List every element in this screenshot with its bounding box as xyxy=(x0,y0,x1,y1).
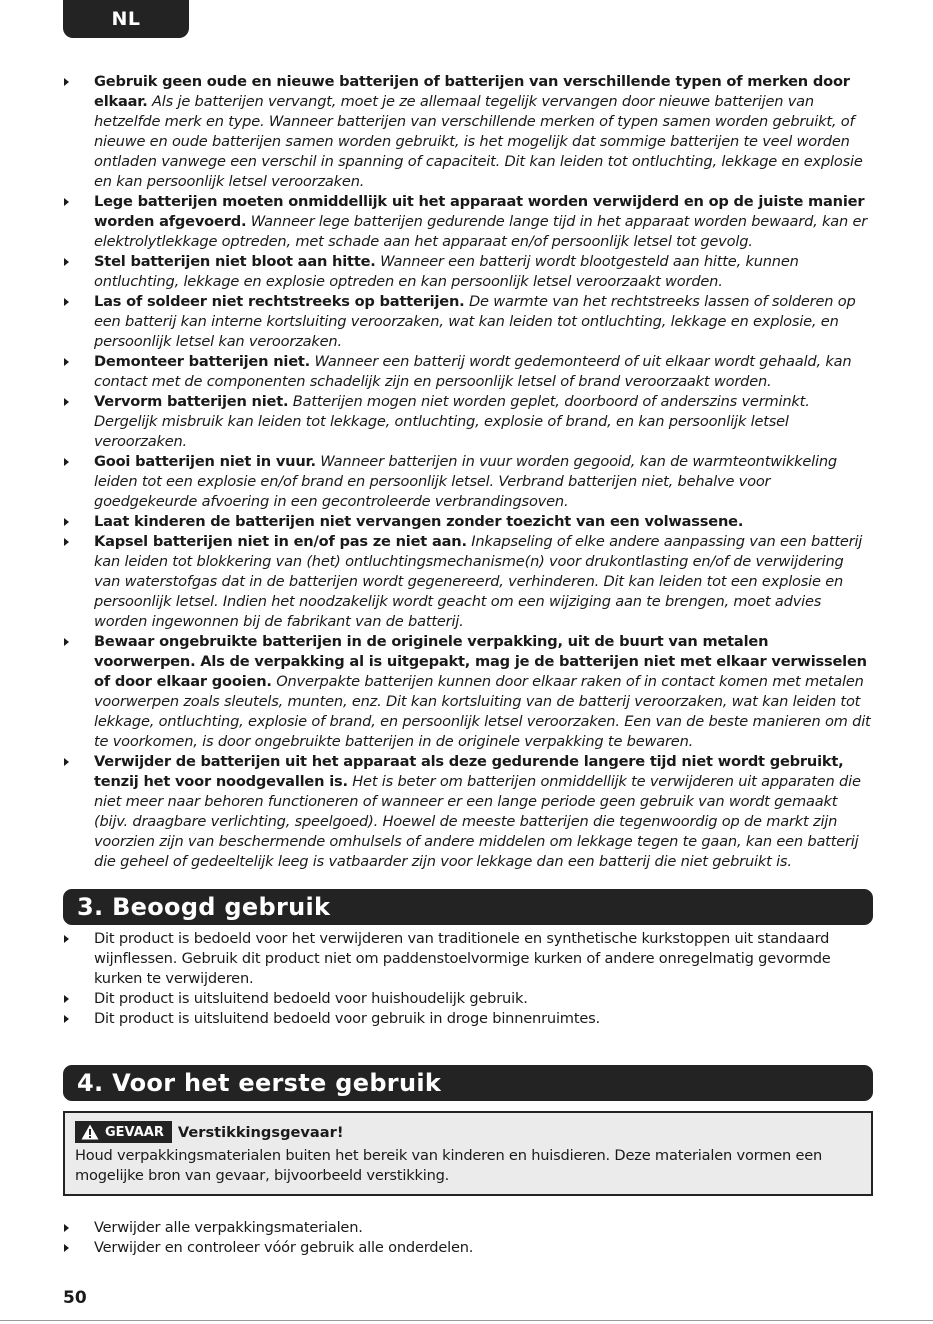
safety-item-heading: Laat kinderen de batterijen niet vervangen zonder toezicht van een volwassene. xyxy=(94,513,744,530)
safety-item xyxy=(63,532,873,632)
safety-item-heading: Demonteer batterijen niet. xyxy=(94,353,311,370)
bullet-icon xyxy=(64,758,69,766)
safety-item-heading: Stel batterijen niet bloot aan hitte. xyxy=(94,253,376,270)
intended-use-item-text: Dit product is bedoeld voor het verwijderen van traditionele en synthetische kurkstoppen uit standaard wijnflessen. Gebruik dit product niet om paddenstoelvormige kurken of andere onregelmatig gevormde kurken te verwijderen. xyxy=(94,930,831,987)
bullet-icon xyxy=(64,518,69,526)
intended-use-item-text: Dit product is uitsluitend bedoeld voor gebruik in droge binnenruimtes. xyxy=(94,1010,600,1027)
bullet-icon xyxy=(64,198,69,206)
safety-item-detail: De warmte van het rechtstreeks lassen of solderen op een batterij kan interne kortsluiting veroorzaken, wat kan leiden tot ontluchting, lekkage en explosie, en persoonlijk letsel kan veroorzaken. xyxy=(94,293,856,350)
bullet-icon xyxy=(64,1244,69,1252)
first-use-item-text: Verwijder alle verpakkingsmaterialen. xyxy=(94,1219,363,1236)
safety-item-heading: Kapsel batterijen niet in en/of pas ze niet aan. xyxy=(94,533,467,550)
intended-use-list xyxy=(63,929,873,1029)
danger-label: Verstikkingsgevaar! xyxy=(177,1123,344,1141)
before-first-use-list xyxy=(63,1218,873,1258)
intended-use-item xyxy=(63,929,873,989)
safety-item-detail: Batterijen mogen niet worden geplet, doorboord of anderszins verminkt. Dergelijk misbruik kan leiden tot lekkage, ontluchting, explosie of brand, en kan persoonlijk letsel veroorzaken. xyxy=(94,393,810,450)
safety-item-heading: Gebruik geen oude en nieuwe batterijen of batterijen van verschillende typen of merken door elkaar. xyxy=(94,73,850,110)
bullet-icon xyxy=(64,78,69,86)
first-use-item xyxy=(63,1218,873,1238)
bullet-icon xyxy=(64,258,69,266)
intended-use-item xyxy=(63,1009,873,1029)
bullet-icon xyxy=(64,358,69,366)
safety-item-detail: Wanneer een batterij wordt blootgesteld aan hitte, kunnen ontluchting, lekkage en explosie optreden en kan persoonlijk letsel veroorzaakt worden. xyxy=(94,253,799,290)
intended-use-item-text: Dit product is uitsluitend bedoeld voor huishoudelijk gebruik. xyxy=(94,990,528,1007)
first-use-item xyxy=(63,1238,873,1258)
bullet-icon xyxy=(64,398,69,406)
safety-item-heading: Vervorm batterijen niet. xyxy=(94,393,289,410)
safety-item xyxy=(63,632,873,752)
safety-item-detail: Inkapseling of elke andere aanpassing van een batterij kan leiden tot blokkering van (het) ontluchtingsmechanisme(n) voor drukontlasting en/of de verwijdering van waterstofgas dat in de batterijen wordt gegenereerd, verhinderen. Dit kan leiden tot een explosie en persoonlijk letsel. Indien het noodzakelijk wordt geacht om een wijziging aan te brengen, moet advies worden ingewonnen bij de fabrikant van de batterij. xyxy=(94,533,863,630)
safety-item-detail: Als je batterijen vervangt, moet je ze allemaal tegelijk vervangen door nieuwe batterijen van hetzelfde merk en type. Wanneer batterijen van verschillende merken of typen samen worden gebruikt, of nieuwe en oude batterijen samen worden gebruikt, is het mogelijk dat sommige batterijen te veel worden ontladen vanwege een verschil in spanning of capaciteit. Dit kan leiden tot ontluchting, lekkage en explosie en kan persoonlijk letsel veroorzaken. xyxy=(94,93,863,190)
page-number: 50 xyxy=(63,1288,87,1308)
warning-triangle-icon xyxy=(81,1124,99,1140)
safety-item xyxy=(63,392,873,452)
safety-item-detail: Wanneer batterijen in vuur worden gegooid, kan de warmteontwikkeling leiden tot een explosie en/of brand en persoonlijk letsel. Verbrand batterijen niet, behalve voor goedgekeurde afvoering in een gecontroleerde verbrandingsoven. xyxy=(94,453,837,510)
safety-item xyxy=(63,292,873,352)
safety-item-heading: Gooi batterijen niet in vuur. xyxy=(94,453,316,470)
safety-item xyxy=(63,352,873,392)
safety-item-heading: Verwijder de batterijen uit het apparaat als deze gedurende langere tijd niet wordt gebruikt, tenzij het voor noodgevallen is. xyxy=(94,753,844,790)
safety-item xyxy=(63,452,873,512)
bottom-rule xyxy=(0,1320,933,1321)
first-use-item-text: Verwijder en controleer vóór gebruik alle onderdelen. xyxy=(94,1239,474,1256)
safety-item xyxy=(63,72,873,192)
safety-item xyxy=(63,192,873,252)
bullet-icon xyxy=(64,935,69,943)
intended-use-item xyxy=(63,989,873,1009)
section-heading-before-first-use: 4. Voor het eerste gebruik xyxy=(63,1065,873,1101)
safety-item xyxy=(63,512,873,532)
bullet-icon xyxy=(64,995,69,1003)
safety-item-heading: Lege batterijen moeten onmiddellijk uit het apparaat worden verwijderd en op de juiste manier worden afgevoerd. xyxy=(94,193,865,230)
bullet-icon xyxy=(64,538,69,546)
danger-title-row xyxy=(75,1121,861,1143)
language-tab: NL xyxy=(63,0,189,38)
safety-item-detail: Het is beter om batterijen onmiddellijk te verwijderen uit apparaten die niet meer naar behoren functioneren of wanneer er een lange periode geen gebruik van wordt gemaakt (bijv. draagbare verlichting, speelgoed). Hoewel de meeste batterijen die tegenwoordig op de markt zijn voorzien zijn van beschermende omhulsels of andere middelen om lekkage tegen te gaan, kan een batterij die geheel of gedeeltelijk leeg is vatbaarder zijn voor lekkage dan een batterij die niet gebruikt is. xyxy=(94,773,861,870)
safety-item-heading: Bewaar ongebruikte batterijen in de originele verpakking, uit de buurt van metalen voorwerpen. Als de verpakking al is uitgepakt, mag je de batterijen niet met elkaar verwisselen of door elkaar gooien. xyxy=(94,633,867,690)
safety-item-heading: Las of soldeer niet rechtstreeks op batterijen. xyxy=(94,293,465,310)
bullet-icon xyxy=(64,638,69,646)
section-heading-intended-use: 3. Beoogd gebruik xyxy=(63,889,873,925)
danger-text: Houd verpakkingsmaterialen buiten het bereik van kinderen en huisdieren. Deze materialen vormen een mogelijke bron van gevaar, bijvoorbeeld verstikking. xyxy=(75,1147,823,1184)
danger-badge-label: GEVAAR xyxy=(105,1124,164,1140)
safety-item xyxy=(63,752,873,872)
danger-warning-box xyxy=(63,1111,873,1196)
danger-badge xyxy=(75,1121,172,1143)
bullet-icon xyxy=(64,1015,69,1023)
page-content xyxy=(63,72,873,1258)
safety-item-detail: Onverpakte batterijen kunnen door elkaar raken of in contact komen met metalen voorwerpen zoals sleutels, munten, enz. Dit kan kortsluiting van de batterij veroorzaken, wat kan leiden tot lekkage, ontluchting, explosie of brand, en persoonlijk letsel veroorzaken. Een van de beste manieren om dit te voorkomen, is door ongebruikte batterijen in de originele verpakking te bewaren. xyxy=(94,673,871,750)
safety-item-detail: Wanneer lege batterijen gedurende lange tijd in het apparaat worden bewaard, kan er elektrolytlekkage optreden, met schade aan het apparaat en/of persoonlijk letsel tot gevolg. xyxy=(94,213,868,250)
bullet-icon xyxy=(64,298,69,306)
safety-item-detail: Wanneer een batterij wordt gedemonteerd of uit elkaar wordt gehaald, kan contact met de componenten schadelijk zijn en persoonlijk letsel of brand veroorzaakt worden. xyxy=(94,353,852,390)
bullet-icon xyxy=(64,458,69,466)
bullet-icon xyxy=(64,1224,69,1232)
battery-safety-list xyxy=(63,72,873,872)
safety-item xyxy=(63,252,873,292)
